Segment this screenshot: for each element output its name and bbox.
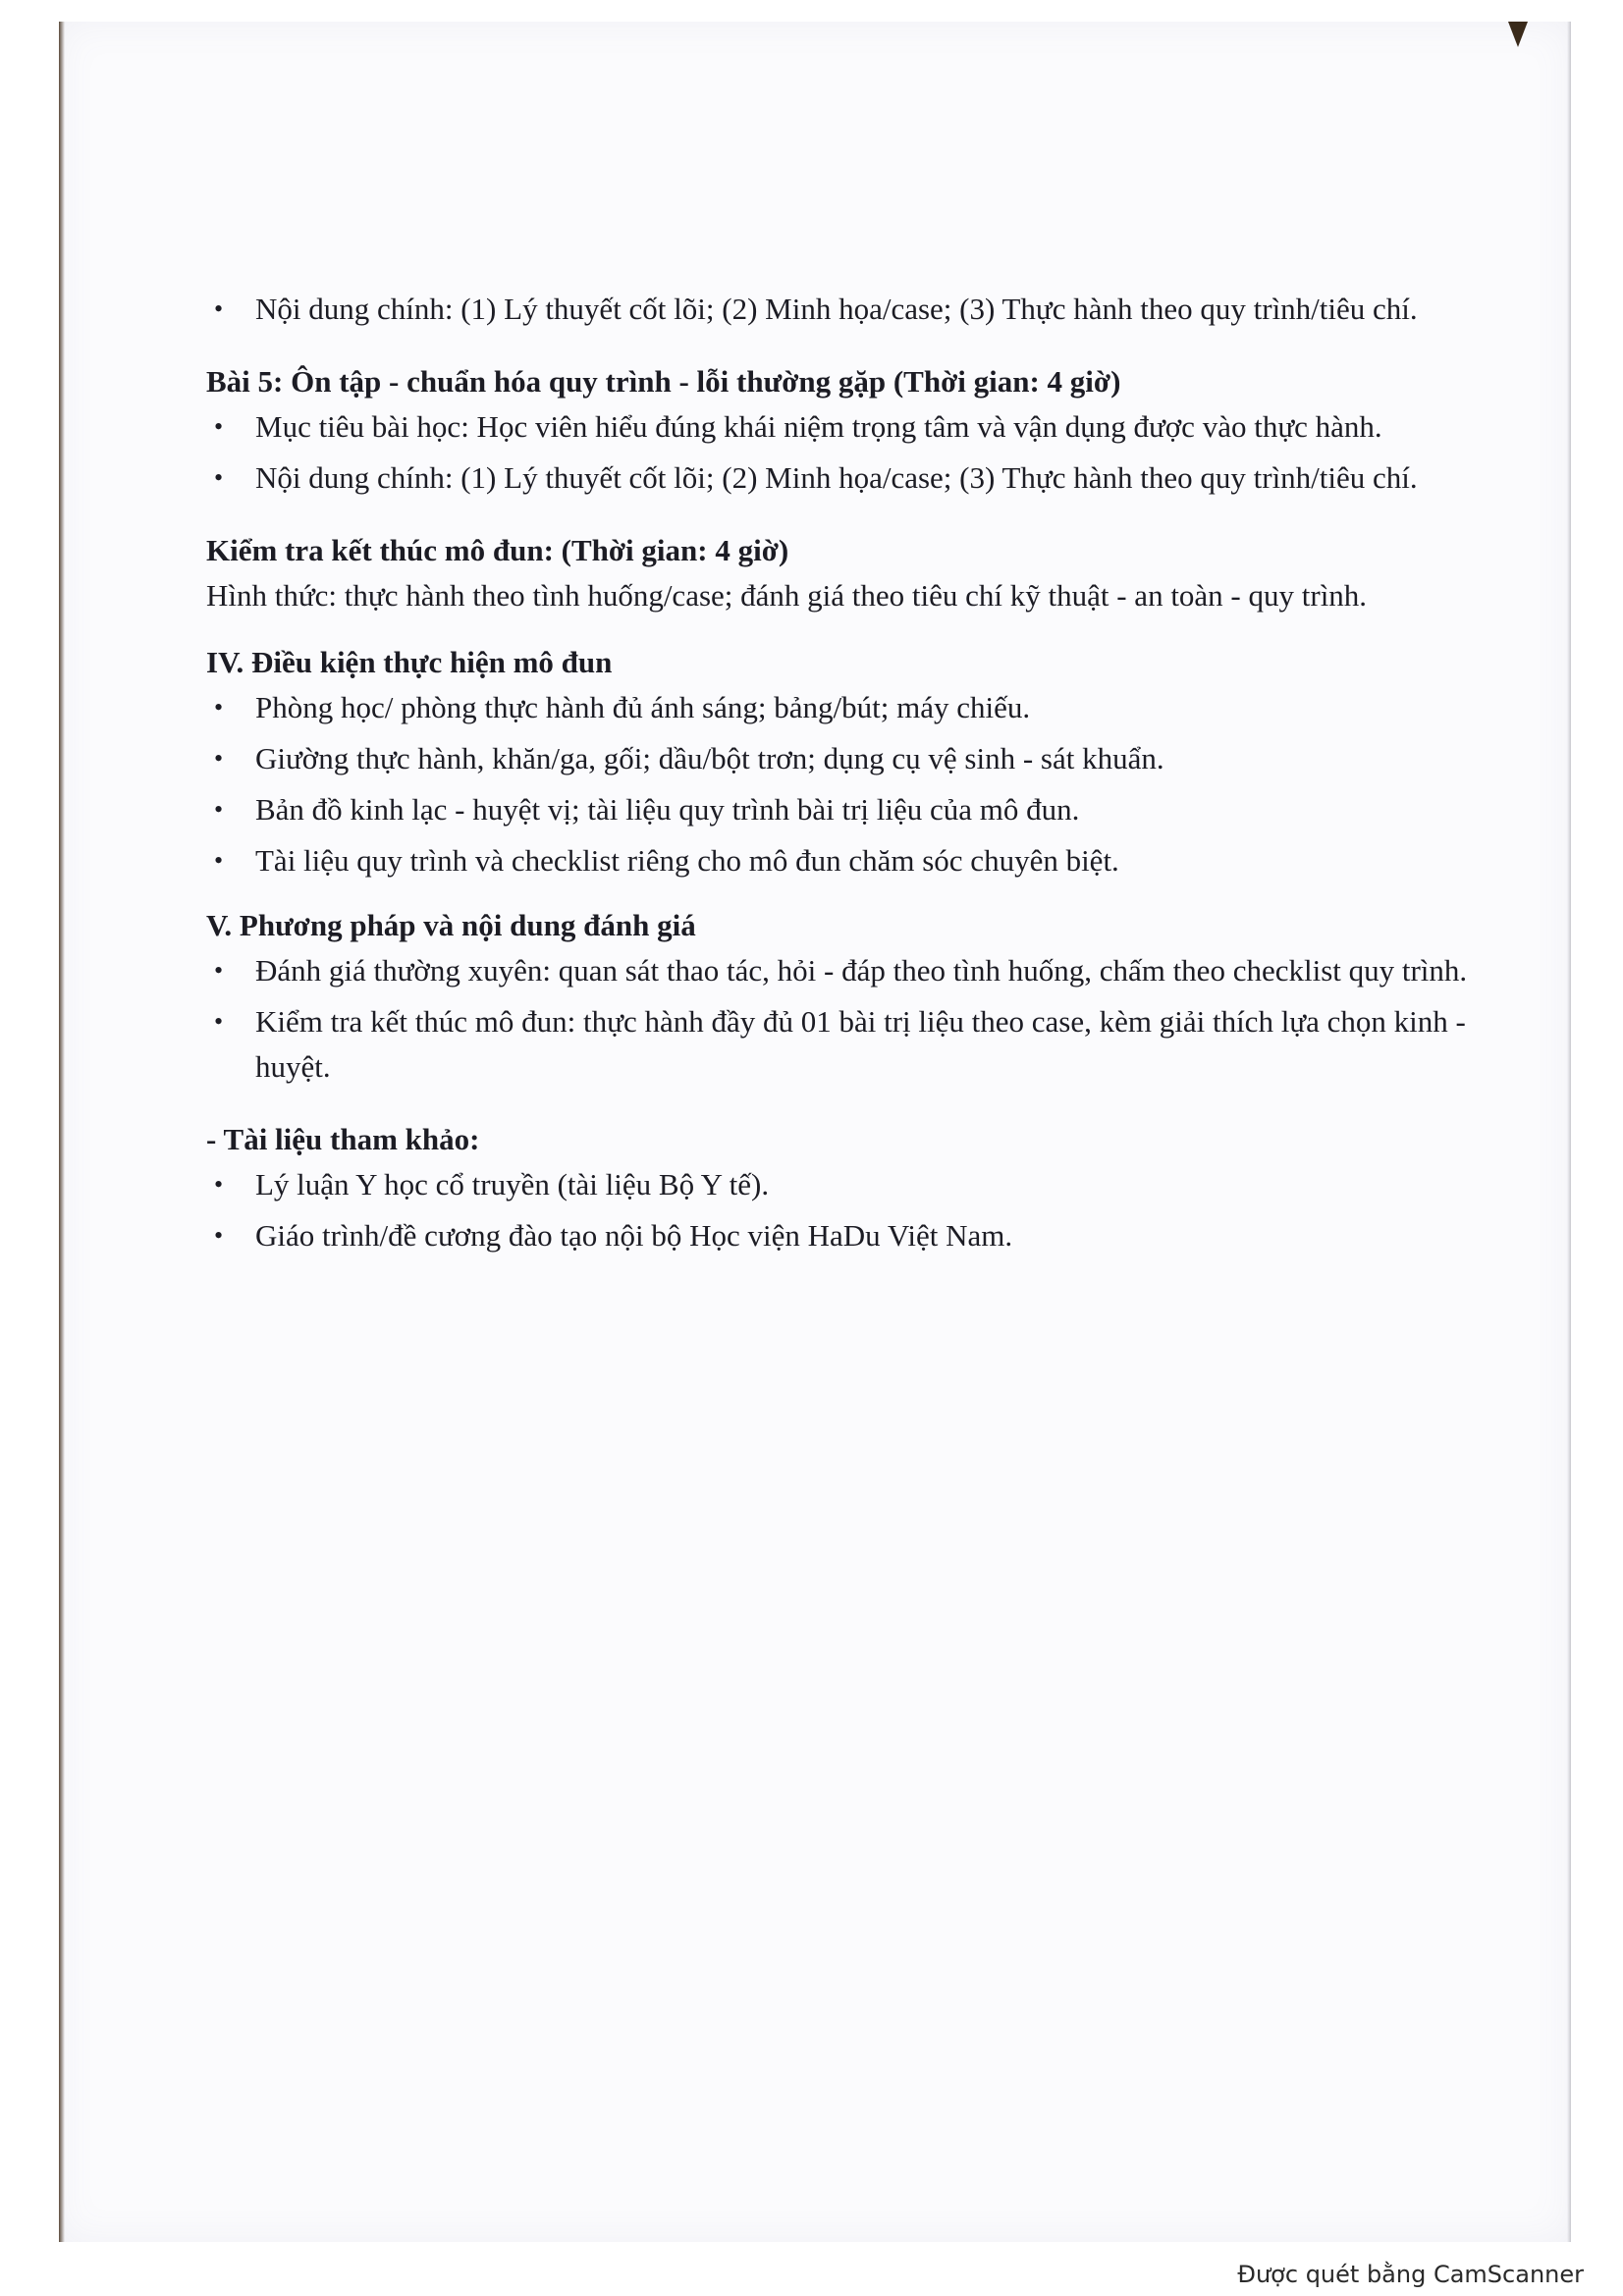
- list-item: • Đánh giá thường xuyên: quan sát thao tác, hỏi - đáp theo tình huống, chấm theo checklist quy trình.: [206, 948, 1483, 993]
- bullet-icon: •: [214, 1170, 224, 1199]
- list-item: • Nội dung chính: (1) Lý thuyết cốt lõi; (2) Minh họa/case; (3) Thực hành theo quy trình/tiêu chí.: [206, 287, 1483, 332]
- bullet-icon: •: [214, 294, 224, 323]
- list-item: • Bản đồ kinh lạc - huyệt vị; tài liệu quy trình bài trị liệu của mô đun.: [206, 787, 1483, 832]
- section5-list: [206, 948, 1483, 1090]
- list-item: • Nội dung chính: (1) Lý thuyết cốt lõi; (2) Minh họa/case; (3) Thực hành theo quy trình/tiêu chí.: [206, 455, 1483, 501]
- bullet-icon: •: [214, 693, 224, 721]
- list-item: • Tài liệu quy trình và checklist riêng cho mô đun chăm sóc chuyên biệt.: [206, 838, 1483, 883]
- bullet-icon: •: [214, 412, 224, 441]
- references-title: - Tài liệu tham khảo:: [206, 1122, 480, 1156]
- list-item: • Giường thực hành, khăn/ga, gối; dầu/bột trơn; dụng cụ vệ sinh - sát khuẩn.: [206, 736, 1483, 781]
- final-exam-title: Kiểm tra kết thúc mô đun: (Thời gian: 4 giờ): [206, 533, 789, 567]
- bullet-icon: •: [214, 846, 224, 875]
- final-exam-text: Hình thức: thực hành theo tình huống/case; đánh giá theo tiêu chí kỹ thuật - an toàn - quy trình.: [206, 578, 1368, 613]
- camscanner-watermark: Được quét bằng CamScanner: [1237, 2261, 1584, 2288]
- top-list: [206, 287, 1483, 332]
- references-list: [206, 1162, 1483, 1258]
- document-body: [206, 287, 1483, 1264]
- page-edge-left: [59, 22, 65, 2242]
- section5-title: V. Phương pháp và nội dung đánh giá: [206, 908, 696, 942]
- list-item: • Phòng học/ phòng thực hành đủ ánh sáng; bảng/bút; máy chiếu.: [206, 685, 1483, 730]
- list-item: • Giáo trình/đề cương đào tạo nội bộ Học viện HaDu Việt Nam.: [206, 1213, 1483, 1258]
- corner-mark: [1508, 22, 1528, 47]
- bullet-icon: •: [214, 1007, 224, 1036]
- bullet-icon: •: [214, 463, 224, 492]
- lesson5-list: [206, 404, 1483, 501]
- list-item: • Kiểm tra kết thúc mô đun: thực hành đầy đủ 01 bài trị liệu theo case, kèm giải thích lựa chọn kinh - huyệt.: [206, 999, 1483, 1090]
- bullet-icon: •: [214, 1221, 224, 1250]
- bullet-icon: •: [214, 956, 224, 985]
- bullet-icon: •: [214, 744, 224, 773]
- list-item: • Lý luận Y học cổ truyền (tài liệu Bộ Y tế).: [206, 1162, 1483, 1207]
- section4-list: [206, 685, 1483, 883]
- page-edge-right: [1567, 22, 1571, 2242]
- list-item: • Mục tiêu bài học: Học viên hiểu đúng khái niệm trọng tâm và vận dụng được vào thực hành.: [206, 404, 1483, 450]
- bullet-icon: •: [214, 795, 224, 824]
- lesson5-title: Bài 5: Ôn tập - chuẩn hóa quy trình - lỗi thường gặp (Thời gian: 4 giờ): [206, 364, 1121, 399]
- section4-title: IV. Điều kiện thực hiện mô đun: [206, 645, 613, 679]
